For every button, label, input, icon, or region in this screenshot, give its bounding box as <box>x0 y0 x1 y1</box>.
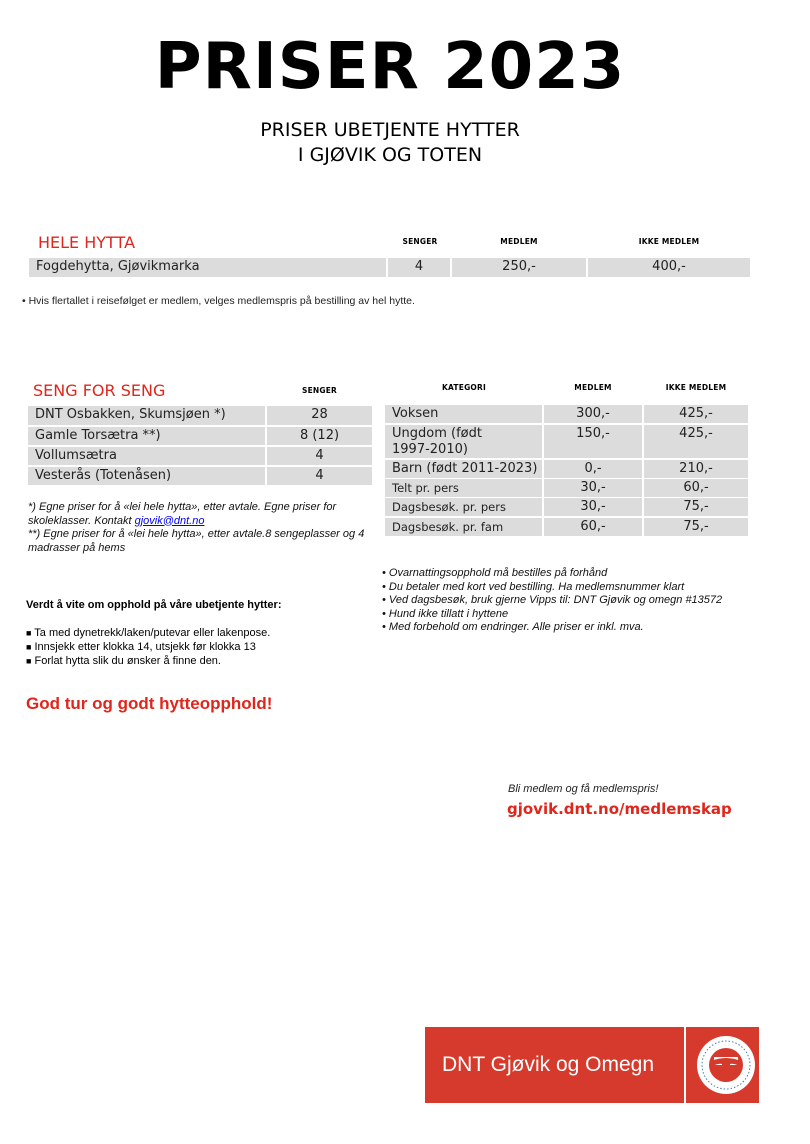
booking-note-item: • Ved dagsbesøk, bruk gjerne Vipps til: DNT Gjøvik og omegn #13572 <box>382 594 723 606</box>
col-header-senger-2: SENGER <box>301 386 338 395</box>
logo-text: DNT Gjøvik og Omegn <box>442 1053 654 1076</box>
member-price: 300,- <box>544 405 642 423</box>
cabin-name: Gamle Torsætra **) <box>28 427 265 445</box>
booking-note-item: • Med forbehold om endringer. Alle priser er inkl. mva. <box>382 621 644 633</box>
col-header-medlem: MEDLEM <box>500 237 538 246</box>
info-item: ■ Forlat hytta slik du ønsker å finne den. <box>26 655 221 667</box>
nonmember-price: 60,- <box>644 479 748 497</box>
category-name: Telt pr. pers <box>385 479 542 497</box>
cabin-name: DNT Osbakken, Skumsjøen *) <box>28 406 265 425</box>
greeting: God tur og godt hytteopphold! <box>26 694 273 713</box>
membership-tagline: Bli medlem og få medlemspris! <box>508 783 659 795</box>
subtitle-line-2: I GJØVIK OG TOTEN <box>297 144 483 166</box>
nonmember-price: 425,- <box>644 405 748 423</box>
booking-note-item: • Hund ikke tillatt i hyttene <box>382 607 509 620</box>
category-name: Voksen <box>385 405 542 423</box>
dnt-logo <box>425 1027 759 1103</box>
col-header-ikke-medlem-2: IKKE MEDLEM <box>665 383 727 392</box>
category-name: Barn (født 2011-2023) <box>385 460 542 478</box>
member-price: 60,- <box>544 518 642 536</box>
member-price: 0,- <box>544 460 642 478</box>
seng-for-seng-title: SENG FOR SENG <box>33 381 166 400</box>
category-name: Ungdom (født 1997-2010) <box>385 425 542 458</box>
hele-hytta-note: • Hvis flertallet i reisefølget er medlem, velges medlemspris på bestilling av hel hytte. <box>22 295 415 307</box>
dnt-emblem-icon <box>694 1033 758 1097</box>
footnote-1-text: *) Egne priser for å «lei hele hytta», etter avtale. Egne priser for skoleklasser. Kontakt <box>28 501 337 527</box>
member-price: 30,- <box>544 479 642 497</box>
cabin-name: Vesterås (Totenåsen) <box>28 467 265 485</box>
cabin-beds: 4 <box>388 258 450 277</box>
footnote-1 <box>28 501 373 528</box>
col-header-medlem-2: MEDLEM <box>574 383 612 392</box>
col-header-kategori: KATEGORI <box>442 383 486 392</box>
cabin-beds: 4 <box>267 467 372 485</box>
info-item: ■ Innsjekk etter klokka 14, utsjekk før klokka 13 <box>26 641 256 653</box>
info-item: ■ Ta med dynetrekk/laken/putevar eller lakenpose. <box>26 627 271 639</box>
member-price: 150,- <box>544 425 642 458</box>
cabin-beds: 28 <box>267 406 372 425</box>
page-title: PRISER 2023 <box>154 30 626 104</box>
hele-hytta-title: HELE HYTTA <box>38 233 136 252</box>
cabin-beds: 8 (12) <box>267 427 372 445</box>
nonmember-price: 210,- <box>644 460 748 478</box>
cabin-beds: 4 <box>267 447 372 465</box>
footnote-2: **) Egne priser for å «lei hele hytta», etter avtale.8 sengeplasser og 4 madrasser på hems <box>28 528 365 554</box>
col-header-senger: SENGER <box>402 237 438 246</box>
booking-note-item: • Du betaler med kort ved bestilling. Ha medlemsnummer klart <box>382 580 685 593</box>
col-header-ikke-medlem: IKKE MEDLEM <box>638 237 700 246</box>
subtitle-line-1: PRISER UBETJENTE HYTTER <box>260 119 520 141</box>
footnotes <box>28 501 373 555</box>
nonmember-price: 425,- <box>644 425 748 458</box>
cabin-member-price: 250,- <box>452 258 586 277</box>
booking-note-item: • Ovarnattingsopphold må bestilles på forhånd <box>382 567 608 579</box>
membership-link[interactable]: gjovik.dnt.no/medlemskap <box>507 800 732 818</box>
logo-divider <box>684 1027 686 1103</box>
info-heading: Verdt å vite om opphold på våre ubetjente hytter: <box>26 599 282 611</box>
booking-notes <box>382 567 782 635</box>
member-price: 30,- <box>544 498 642 516</box>
category-name: Dagsbesøk. pr. fam <box>385 518 542 536</box>
cabin-nonmember-price: 400,- <box>588 258 750 277</box>
nonmember-price: 75,- <box>644 518 748 536</box>
info-list <box>26 626 270 668</box>
category-name: Dagsbesøk. pr. pers <box>385 498 542 516</box>
nonmember-price: 75,- <box>644 498 748 516</box>
cabin-name: Fogdehytta, Gjøvikmarka <box>29 258 386 277</box>
cabin-name: Vollumsætra <box>28 447 265 465</box>
contact-email-link[interactable]: gjovik@dnt.no <box>134 514 205 527</box>
